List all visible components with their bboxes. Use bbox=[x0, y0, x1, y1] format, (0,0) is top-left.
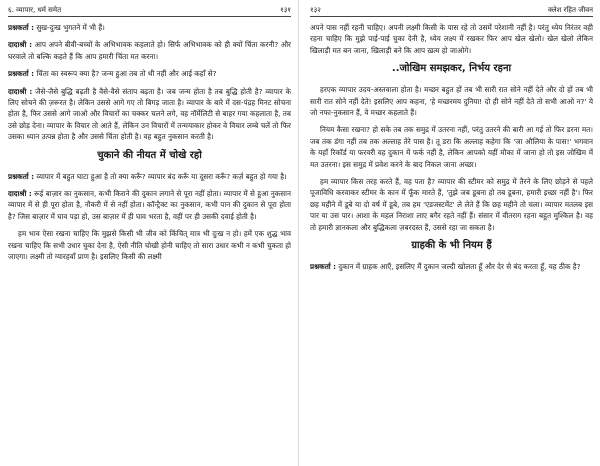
section-heading: ग्राहकी के भी नियम हैं bbox=[411, 240, 492, 252]
speaker-label: दादाश्री : bbox=[8, 189, 32, 199]
paragraph-text: दुकान में ग्राहक आएँ, इसलिए मैं दुकान जल्दी खोलता हूँ और देर से बंद करता हूँ, यह ठीक है? bbox=[336, 262, 581, 272]
paragraph bbox=[8, 171, 291, 182]
paragraph bbox=[310, 84, 593, 118]
paragraph bbox=[310, 176, 593, 233]
left-page-body bbox=[8, 22, 291, 466]
right-header-title: क्लेश रहित जीवन bbox=[548, 6, 593, 14]
speaker-label: दादाश्री : bbox=[8, 40, 32, 50]
paragraph-text: हरएक व्यापार उदय-अस्तवाला होता है। मच्छर बहुत हों तब भी सारी रात सोने नहीं देते और दो हों तब भी सारी रात सोने नहीं देते! इसलिए आप कहना, 'हे मच्छरमय दुनिया! दो ही सोने नहीं देते तो सभी आओ न?' ये जो नफा-नुकसान हैं, वे मच्छर कहलाते हैं। bbox=[310, 85, 593, 118]
speaker-label: प्रश्नकर्ता : bbox=[310, 262, 337, 272]
paragraph-text: नियम कैसा रखना? हो सके तब तक समुद्र में उतरना नहीं, परंतु उतरने की बारी आ गई तो फिर डरना मत। जब तक डंगा नहीं तब तक अल्लाह तेरे पास है। तू डरा कि अल्लाह कहेगा कि 'जा औलिया के पास!' भगवान के यहाँ रिकॉर्ड या फरवरी वह दुकान में फर्क नहीं है, लेकिन आपको यहीं मौका में जाना हो तो इस जोखिम में मत उतरना। इस समुद्र में प्रवेश करने के बाद निकल जाना अच्छा। bbox=[310, 125, 593, 169]
right-page bbox=[310, 0, 593, 466]
speaker-label: प्रश्नकर्ता : bbox=[8, 69, 35, 79]
left-page bbox=[8, 0, 291, 466]
speaker-label: दादाश्री : bbox=[8, 86, 33, 96]
left-page-number: १३१ bbox=[280, 6, 291, 14]
paragraph-text: आप अपने बीवी-बच्चों के अभिभावक कहलाते हो। सिर्फ अभिभावक को ही क्यों चिंता करनी? और घरवाले तो बल्कि कहते हैं कि आप हमारी चिंता मत करना। bbox=[8, 40, 291, 61]
book-gutter bbox=[298, 0, 299, 466]
paragraph-text: व्यापार में बहुत घाटा हुआ है तो क्या करूँ? व्यापार बंद करूँ या दूसरा करूँ? कर्ज़ बहुत हो गया है। bbox=[34, 171, 287, 181]
paragraph-text: अपने पास नहीं रहनी चाहिए। अपनी लक्ष्मी किसी के पास रहे तो उसमें परेशानी नहीं है। परंतु ध्येय निरंतर वही रहना चाहिए कि मुझे पाई-पाई चुका देनी है, ध्येय लक्ष्य में रखकर फिर आप खेल खेलो। खेल खेलो लेकिन खिलाड़ी मत बन जाना, खिलाड़ी बने कि आप ख़त्म हो जाओगे। bbox=[310, 23, 593, 55]
paragraph-text: रूई बाज़ार का नुकसान, कभी किराने की दुकान लगाने से पूरा नहीं होता। व्यापार में से हुआ नुकसान व्यापार में से ही पूरा होता है, नौकरी में से नहीं होता। कॉन्ट्रैक्ट का नुकसान, कभी पान की दुकान से पूरा होता है? जिस बाज़ार में घाव पड़ा हो, उस बाज़ार में ही घाव भरता है, वहीं पर ही उसकी दवाई होती है। bbox=[8, 189, 291, 221]
paragraph-text: जैसे-जैसे बुद्धि बढ़ती है वैसे-वैसे संताप बढ़ता है। जब जन्म होता है तब बुद्धि होती है? व्यापार के लिए सोचने की ज़रूरत है। लेकिन उससे आगे गए तो बिगड़ जाता है। व्यापार के बारे में दस-पंद्रह मिनट सोचना होता है, फिर उससे आगे जाओ और विचारों का चक्कर चलने लगे, वह नॉर्मेलिटी से बाहर गया कहलाता है, तब उसे छोड़ देना। व्यापार के विचार तो आते हैं, लेकिन उन विचारों में तन्मयाकार होकर वे विचार लम्बे चलें तो फिर उसका ध्यान उत्पन्न होता है और उससे चिंता होती है। वह बहुत नुकसान करती है। bbox=[8, 86, 291, 142]
right-page-number: १३२ bbox=[310, 6, 321, 14]
paragraph bbox=[310, 22, 593, 56]
paragraph-text: हम भाव ऐसा रखना चाहिए कि मुझसे किसी भी जीव को किंचित् मात्र भी दुःख न हो। हमें एक शुद्ध भाव रखना चाहिए कि सभी उधार चुका देना है, ऐसी नीति चोखी होनी चाहिए तो सारा उधार कभी न कभी चुकता हो जाएगा। लक्ष्मी तो ग्यारहवाँ प्राण है। इसलिए किसी की लक्ष्मी bbox=[8, 229, 291, 262]
right-header-rule bbox=[310, 16, 593, 17]
paragraph bbox=[310, 124, 593, 170]
speaker-label: प्रश्नकर्ता : bbox=[8, 171, 35, 181]
paragraph bbox=[8, 22, 291, 33]
paragraph bbox=[310, 261, 593, 272]
paragraph bbox=[8, 188, 291, 222]
paragraph-text: सुख-दुःख भुगतने में भी हैं। bbox=[34, 23, 105, 32]
left-header-title: ६. व्यापार, धर्म समेत bbox=[8, 6, 62, 14]
paragraph bbox=[8, 68, 291, 79]
paragraph bbox=[8, 228, 291, 262]
left-header-rule bbox=[8, 16, 291, 17]
section-heading: चुकाने की नीयत में चोखे रहो bbox=[97, 149, 202, 161]
paragraph-text: चिंता का स्वरूप क्या है? जन्म हुआ तब तो थी नहीं और आई कहाँ से? bbox=[34, 69, 217, 79]
paragraph bbox=[8, 86, 291, 143]
section-heading: ..जोखिम समझकर, निर्भय रहना bbox=[391, 63, 512, 75]
paragraph bbox=[8, 39, 291, 62]
right-running-head bbox=[310, 4, 593, 16]
speaker-label: प्रश्नकर्ता : bbox=[8, 23, 35, 32]
paragraph-text: हम व्यापार किस तरह करते हैं, वह पता है? व्यापार की स्टीमर को समुद्र में तैरने के लिए छोड़ने से पहले पूजाविधि करवाकर स्टीमर के कान में फूँक मारते हैं, 'तुझे जब डूबना हो तब डूबना, हमारी इच्छा नहीं है'। फिर छह महीने में डूबे या दो वर्ष में डूबे, तब हम 'एडजस्टमेंट' ले लेते हैं कि छह महीने तो चला। व्यापार मतलब इस पार या उस पार। आशा के महल निराशा लाए बगैर रहते नहीं हैं। संसार में वीतराग रहना बहुत मुश्किल है। वह तो हमारी ज्ञानकला और बुद्धिकला ज़बरदस्त हैं, उससे रहा जा सकता है। bbox=[310, 177, 593, 232]
right-page-body bbox=[310, 22, 593, 466]
left-running-head bbox=[8, 4, 291, 16]
